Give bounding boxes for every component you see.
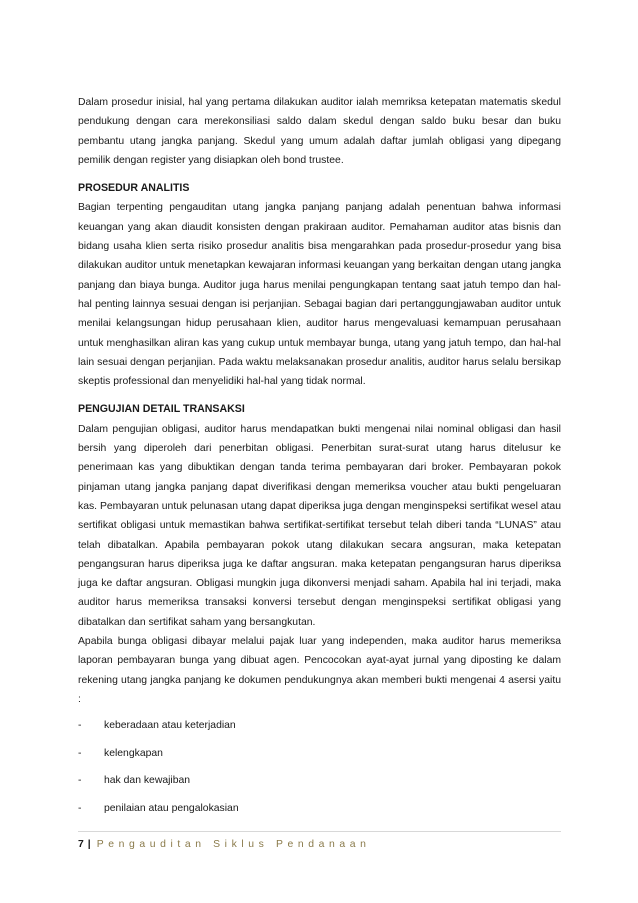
list-dash: - — [78, 802, 82, 814]
pengujian-paragraph-1: Dalam pengujian obligasi, auditor harus mendapatkan bukti mengenai nilai nominal obligasi dan hasil bersih yang diperoleh dari penerbitan obligasi. Penerbitan surat-surat utang harus ditelusur ke penerimaan kas yang dibuktikan dengan tanda terima pembayaran dari broker. Pembayaran pokok pinjaman utang jangka panjang dapat diverifikasi dengan memeriksa voucher atau bukti pengeluaran kas. Pembayaran untuk pelunasan utang dapat diperiksa juga dengan menginspeksi sertifikat wesel atau sertifikat obligasi untuk memastikan bahwa sertifikat-sertifikat tersebut telah diberi tanda “LUNAS” atau telah dibatalkan. Apabila pembayaran pokok utang dilakukan secara angsuran, maka ketepatan pengangsuran harus diperiksa juga ke daftar angsuran. maka ketepatan pengangsuran harus diperiksa juga ke daftar angsuran. Obligasi mungkin juga dikonversi menjadi saham. Apabila hal ini terjadi, maka auditor harus memeriksa transaksi konversi tersebut dengan menginspeksi sertifikat obligasi yang dibatalkan dan sertifikat saham yang bersangkutan. — [78, 423, 561, 628]
pengujian-paragraph-2: Apabila bunga obligasi dibayar melalui pajak luar yang independen, maka auditor harus memeriksa laporan pembayaran bunga yang dibuat agen. Pencocokan ayat-ayat jurnal yang diposting ke dalam rekening utang jangka panjang ke dokumen pendukungnya akan memberi bukti mengenai 4 asersi yaitu : — [78, 636, 561, 705]
document-page — [78, 93, 561, 826]
list-dash: - — [78, 720, 82, 732]
footer-title: Pengauditan Siklus Pendanaan — [96, 839, 371, 850]
list-item-text: kelengkapan — [104, 747, 163, 759]
list-item — [78, 799, 561, 827]
list-item-text: penilaian atau pengalokasian — [104, 802, 239, 814]
section-heading-pengujian: PENGUJIAN DETAIL TRANSAKSI — [78, 403, 245, 416]
assertion-list — [78, 716, 561, 826]
list-item — [78, 744, 561, 772]
page-footer — [78, 831, 561, 852]
list-item-text: keberadaan atau keterjadian — [104, 720, 236, 732]
section-heading-analitis: PROSEDUR ANALITIS — [78, 182, 190, 195]
list-dash: - — [78, 775, 82, 787]
footer-separator: | — [87, 839, 91, 850]
intro-paragraph: Dalam prosedur inisial, hal yang pertama dilakukan auditor ialah memriksa ketepatan matematis skedul pendukung dengan cara merekonsiliasi saldo dalam skedul dengan saldo buku besar dan buku pembantu utang jangka panjang. Skedul yang umum adalah daftar jumlah obligasi yang dipegang pemilik dengan register yang disiapkan oleh bond trustee. — [78, 97, 561, 166]
page-number: 7 — [78, 839, 84, 850]
list-item — [78, 771, 561, 799]
list-item — [78, 716, 561, 744]
analitis-paragraph: Bagian terpenting pengauditan utang jangka panjang panjang adalah penentuan bahwa informasi keuangan yang akan diaudit konsisten dengan prakiraan auditor. Pemahaman auditor atas bisnis dan bidang usaha klien serta risiko prosedur analitis bisa mengarahkan pada prosedur-prosedur yang bisa dilakukan auditor untuk menetapkan kewajaran informasi keuangan yang berkaitan dengan utang jangka panjang dan biaya bunga. Auditor juga harus menilai pengungkapan tentang saat jatuh tempo dan hal-hal penting lainnya sesuai dengan isi perjanjian. Sebagai bagian dari pertanggungjawaban auditor untuk menilai kelangsungan hidup perusahaan klien, auditor harus mengevaluasi kemampuan perusahaan untuk menghasilkan aliran kas yang cukup untuk membayar bunga, utang yang jatuh tempo, dan hal-hal lain sesuai dengan perjanjian. Pada waktu melaksanakan prosedur analitis, auditor harus selalu bersikap skeptis professional dan menyelidiki hal-hal yang tidak normal. — [78, 202, 561, 388]
list-item-text: hak dan kewajiban — [104, 775, 191, 787]
list-dash: - — [78, 747, 82, 759]
